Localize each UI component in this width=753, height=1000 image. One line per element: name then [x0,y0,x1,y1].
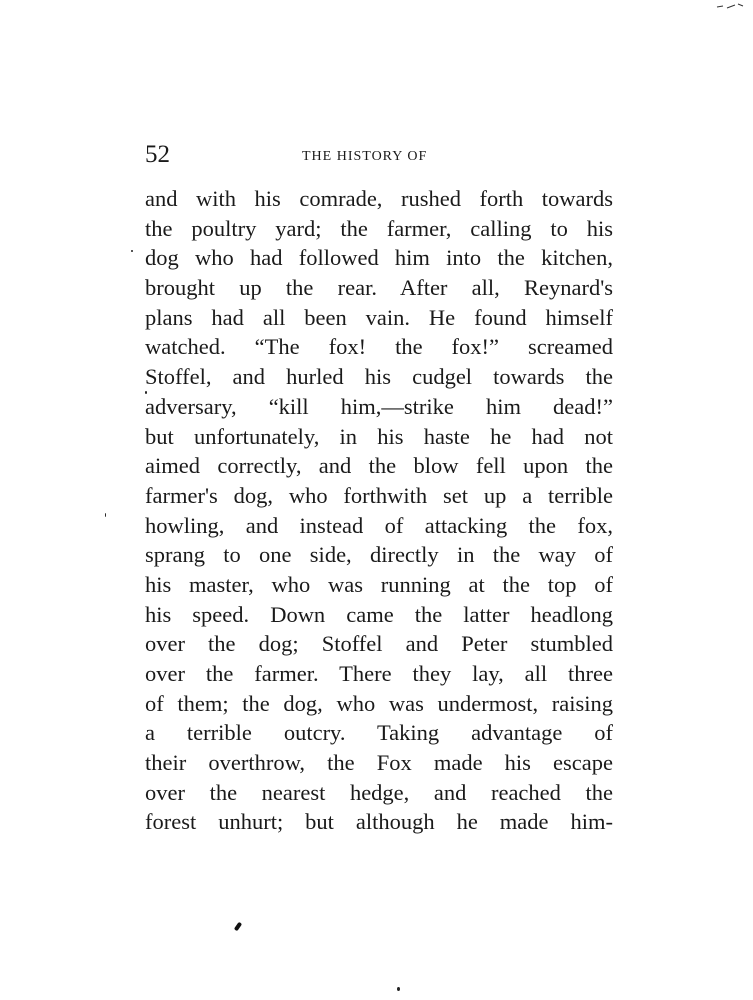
text-line: dog who had followed him into the kitchen, [145,245,613,271]
scan-speck [234,922,242,932]
text-line: aimed correctly, and the blow fell upon the [145,453,613,479]
text-line: of them; the dog, who was undermost, raising [145,690,613,716]
text-line: but unfortunately, in his haste he had not [145,423,613,449]
text-line: over the dog; Stoffel and Peter stumbled [145,631,613,657]
text-line: howling, and instead of attacking the fox, [145,512,613,538]
text-line: his master, who was running at the top of [145,571,613,597]
text-line: brought up the rear. After all, Reynard's [145,275,613,301]
text-line: the poultry yard; the farmer, calling to his [145,215,613,241]
text-line: over the farmer. There they lay, all three [145,661,613,686]
text-line: and with his comrade, rushed forth towards [145,186,613,211]
scan-speck [131,250,133,252]
page-header [145,140,613,174]
text-line: his speed. Down came the latter headlong [145,601,613,627]
text-line: adversary, “kill him,—strike him dead!” [145,393,613,419]
text-line: sprang to one side, directly in the way of [145,542,613,568]
scan-speck [145,391,147,394]
text-line: farmer's dog, who forthwith set up a terrible [145,482,613,508]
text-line: Stoffel, and hurled his cudgel towards the [145,364,613,390]
text-line: over the nearest hedge, and reached the [145,779,613,805]
body-text [145,184,613,837]
text-line: forest unhurt; but although he made him- [145,809,613,835]
text-line: watched. “The fox! the fox!” screamed [145,334,613,360]
text-line: a terrible outcry. Taking advantage of [145,720,613,746]
text-line: plans had all been vain. He found himself [145,304,613,330]
scan-speck [715,2,745,10]
page-number: 52 [145,141,170,168]
text-line: their overthrow, the Fox made his escape [145,750,613,776]
running-head: THE HISTORY OF [302,149,428,164]
scan-speck [105,513,106,517]
scan-speck [397,987,400,991]
